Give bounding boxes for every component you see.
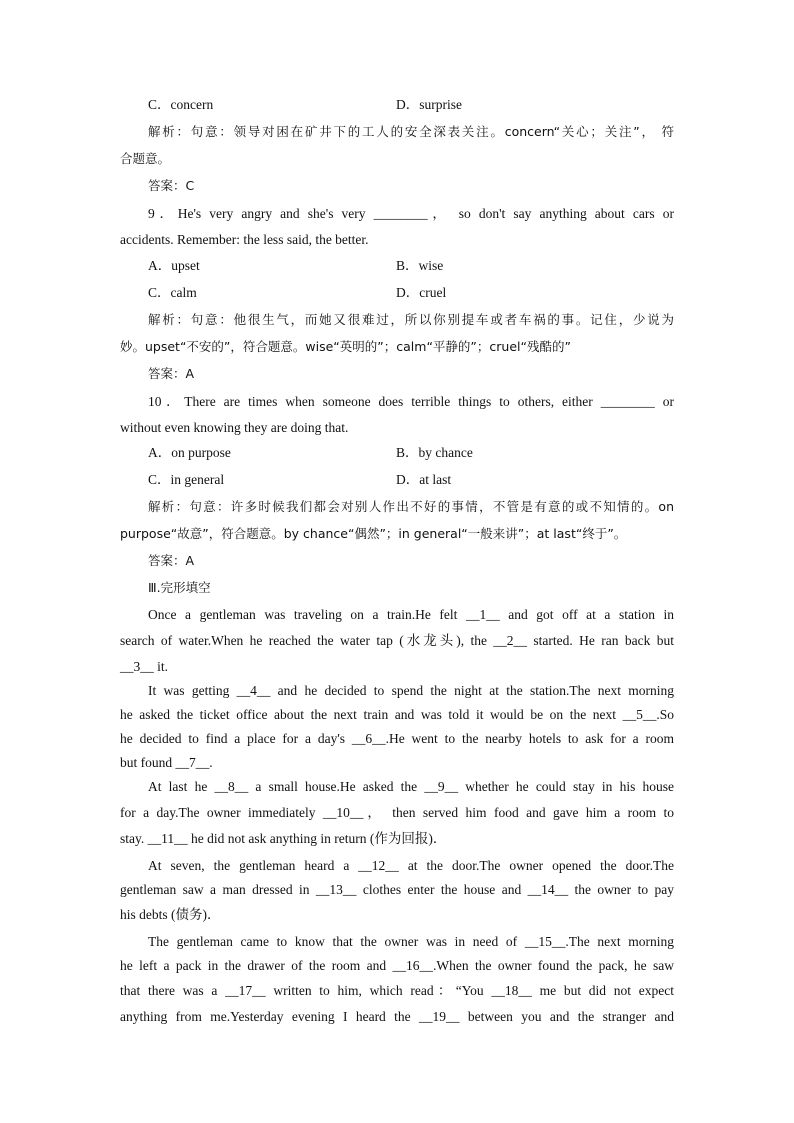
q9-analysis-line-2: 妙。upset“不安的”，符合题意。wise“英明的”；calm“平静的”；cruel“残酷的” bbox=[120, 339, 571, 354]
q8-analysis-line-1: 解析：句意：领导对困在矿井下的工人的安全深表关注。concern“关心；关注”， 符 bbox=[148, 124, 674, 139]
cloze-p4-line-3: his debts (债务)． bbox=[120, 907, 221, 922]
q10-stem-line-2: without even knowing they are doing that. bbox=[120, 420, 349, 435]
cloze-p4-line-1: At seven, the gentleman heard a __12__ at the door.The owner opened the door.The bbox=[148, 858, 674, 873]
cloze-p5-line-4: anything from me.Yesterday evening I heard the __19__ between you and the stranger and bbox=[120, 1009, 674, 1024]
q9-option-a: A．upset bbox=[148, 258, 200, 273]
q9-option-d: D．cruel bbox=[396, 285, 447, 300]
q10-option-b: B．by chance bbox=[396, 445, 473, 460]
cloze-p2-line-4: but found __7__. bbox=[120, 755, 213, 770]
q9-stem-line-2: accidents. Remember: the less said, the better. bbox=[120, 232, 369, 247]
cloze-p2-line-2: he asked the ticket office about the next train and was told it would be on the next __5__.So bbox=[120, 707, 674, 722]
q8-option-c: C．concern bbox=[148, 97, 214, 112]
q10-analysis-line-1: 解析：句意：许多时候我们都会对别人作出不好的事情，不管是有意的或不知情的。on bbox=[148, 499, 674, 514]
q9-stem-line-1: 9．He's very angry and she's very ________， so don't say anything about cars or bbox=[148, 206, 674, 221]
q8-analysis-line-2: 合题意。 bbox=[120, 151, 171, 166]
cloze-p3-line-3: stay. __11__ he did not ask anything in return (作为回报)． bbox=[120, 831, 447, 846]
q10-option-d: D．at last bbox=[396, 472, 452, 487]
cloze-p3-line-2: for a day.The owner immediately __10__， then served him food and gave him a room to bbox=[120, 805, 674, 820]
q9-option-b: B．wise bbox=[396, 258, 444, 273]
cloze-p5-line-2: he left a pack in the drawer of the room and __16__.When the owner found the pack, he saw bbox=[120, 958, 674, 973]
cloze-p3-line-1: At last he __8__ a small house.He asked the __9__ whether he could stay in his house bbox=[148, 779, 674, 794]
q10-option-c: C．in general bbox=[148, 472, 225, 487]
cloze-p1-line-2: search of water.When he reached the water tap (水龙头), the __2__ started. He ran back but bbox=[120, 633, 674, 648]
cloze-p4-line-2: gentleman saw a man dressed in __13__ clothes enter the house and __14__ the owner to pay bbox=[120, 882, 674, 897]
cloze-p2-line-1: It was getting __4__ and he decided to spend the night at the station.The next morning bbox=[148, 683, 674, 698]
q10-stem-line-1: 10．There are times when someone does terrible things to others, either ________ or bbox=[148, 394, 674, 409]
q8-option-d: D．surprise bbox=[396, 97, 462, 112]
q9-analysis-line-1: 解析：句意：他很生气，而她又很难过，所以你别提车或者车祸的事。记住，少说为 bbox=[148, 312, 674, 327]
q10-option-a: A．on purpose bbox=[148, 445, 231, 460]
cloze-p5-line-3: that there was a __17__ written to him, which read：“You __18__ me but did not expect bbox=[120, 983, 674, 998]
q8-answer: 答案：C bbox=[148, 178, 195, 193]
cloze-p1-line-1: Once a gentleman was traveling on a train.He felt __1__ and got off at a station in bbox=[148, 607, 674, 622]
q10-answer: 答案：A bbox=[148, 553, 195, 568]
q9-option-c: C．calm bbox=[148, 285, 197, 300]
section-title: Ⅲ.完形填空 bbox=[148, 580, 211, 595]
cloze-p2-line-3: he decided to find a place for a day's __6__.He went to the nearby hotels to ask for a room bbox=[120, 731, 674, 746]
q10-analysis-line-2: purpose“故意”，符合题意。by chance“偶然”；in general“一般来讲”；at last“终于”。 bbox=[120, 526, 627, 541]
cloze-p1-line-3: __3__ it. bbox=[120, 659, 169, 674]
cloze-p5-line-1: The gentleman came to know that the owner was in need of __15__.The next morning bbox=[148, 934, 674, 949]
q9-answer: 答案：A bbox=[148, 366, 195, 381]
